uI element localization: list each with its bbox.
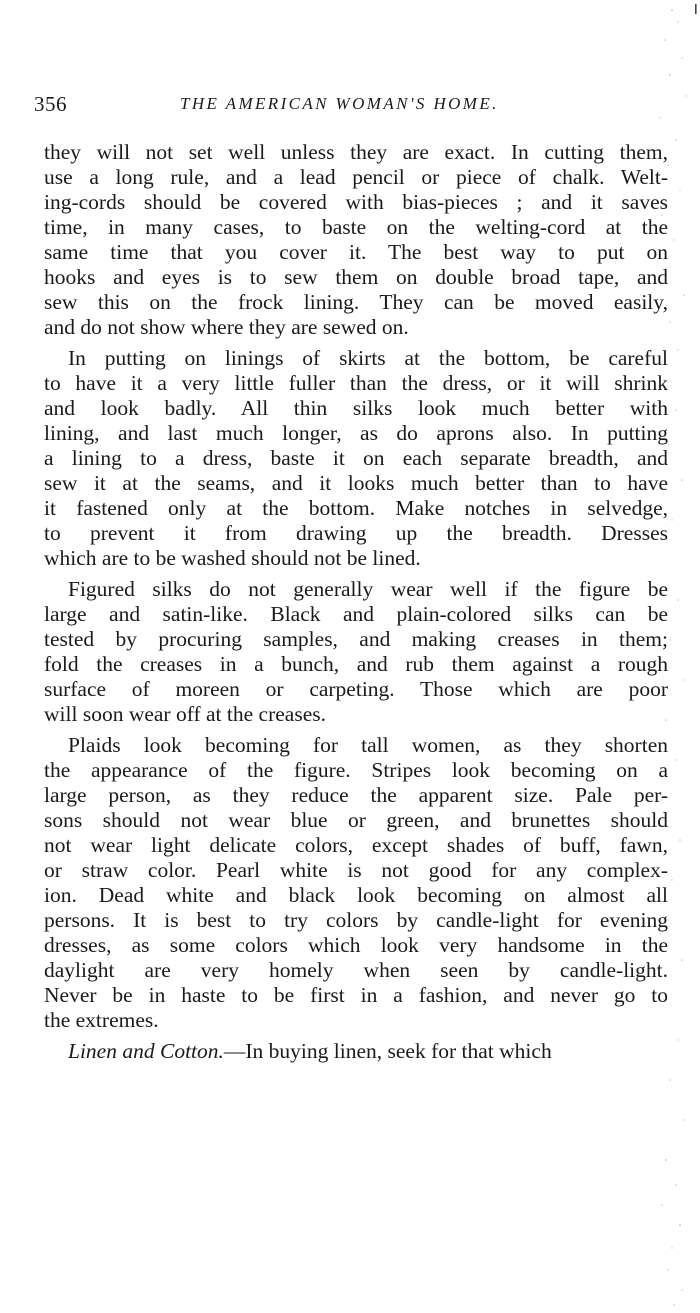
text-line: large person, as they reduce the apparent size. Pale per- xyxy=(44,783,668,807)
text-line: In putting on linings of skirts at the bottom, be careful xyxy=(68,346,668,370)
running-header xyxy=(34,92,674,122)
text-line: daylight are very homely when seen by candle-light. xyxy=(44,958,668,982)
text-line: Figured silks do not generally wear well if the figure be xyxy=(68,577,668,601)
text-line: use a long rule, and a lead pencil or piece of chalk. Welt- xyxy=(44,165,668,189)
text-line: or straw color. Pearl white is not good for any complex- xyxy=(44,858,668,882)
text-line: sew it at the seams, and it looks much better than to have xyxy=(44,471,668,495)
text-line: same time that you cover it. The best way to put on xyxy=(44,240,668,264)
text-line: which are to be washed should not be lined. xyxy=(44,546,421,570)
section-lead-text: —In buying linen, seek for that which xyxy=(223,1039,552,1063)
section-lead-line xyxy=(44,1039,668,1064)
text-line: lining, and last much longer, as do aprons also. In putting xyxy=(44,421,668,445)
paragraph-3 xyxy=(44,577,668,727)
page-number: 356 xyxy=(34,92,67,116)
text-line: surface of moreen or carpeting. Those which are poor xyxy=(44,677,668,701)
text-line: persons. It is best to try colors by candle-light for evening xyxy=(44,908,668,932)
running-title: THE AMERICAN WOMAN'S HOME. xyxy=(180,94,499,113)
text-line: will soon wear off at the creases. xyxy=(44,702,326,726)
text-line: to prevent it from drawing up the breadth. Dresses xyxy=(44,521,668,545)
paragraph-4 xyxy=(44,733,668,1033)
body-text xyxy=(44,140,668,1064)
text-line: tested by procuring samples, and making creases in them; xyxy=(44,627,668,651)
text-line: hooks and eyes is to sew them on double broad tape, and xyxy=(44,265,668,289)
text-line: dresses, as some colors which look very handsome in the xyxy=(44,933,668,957)
section-heading-linen-and-cotton: Linen and Cotton. xyxy=(68,1039,224,1063)
text-line: sons should not wear blue or green, and brunettes should xyxy=(44,808,668,832)
text-line: large and satin-like. Black and plain-colored silks can be xyxy=(44,602,668,626)
text-line: a lining to a dress, baste it on each separate breadth, and xyxy=(44,446,668,470)
text-line: and do not show where they are sewed on. xyxy=(44,315,409,339)
text-line: time, in many cases, to baste on the welting-cord at the xyxy=(44,215,668,239)
text-line: sew this on the frock lining. They can be moved easily, xyxy=(44,290,668,314)
text-line: the extremes. xyxy=(44,1008,159,1032)
text-line: ing-cords should be covered with bias-pieces ; and it saves xyxy=(44,190,668,214)
text-line: not wear light delicate colors, except shades of buff, fawn, xyxy=(44,833,668,857)
text-line: they will not set well unless they are exact. In cutting them, xyxy=(44,140,668,164)
text-line: the appearance of the figure. Stripes look becoming on a xyxy=(44,758,668,782)
text-line: fold the creases in a bunch, and rub them against a rough xyxy=(44,652,668,676)
text-line: to have it a very little fuller than the dress, or it will shrink xyxy=(44,371,668,395)
text-line: it fastened only at the bottom. Make notches in selvedge, xyxy=(44,496,668,520)
text-line: Never be in haste to be first in a fashion, and never go to xyxy=(44,983,668,1007)
paragraph-1 xyxy=(44,140,668,340)
text-line: ion. Dead white and black look becoming on almost all xyxy=(44,883,668,907)
paragraph-2 xyxy=(44,346,668,571)
text-line: Plaids look becoming for tall women, as they shorten xyxy=(68,733,668,757)
text-line: and look badly. All thin silks look much better with xyxy=(44,396,668,420)
